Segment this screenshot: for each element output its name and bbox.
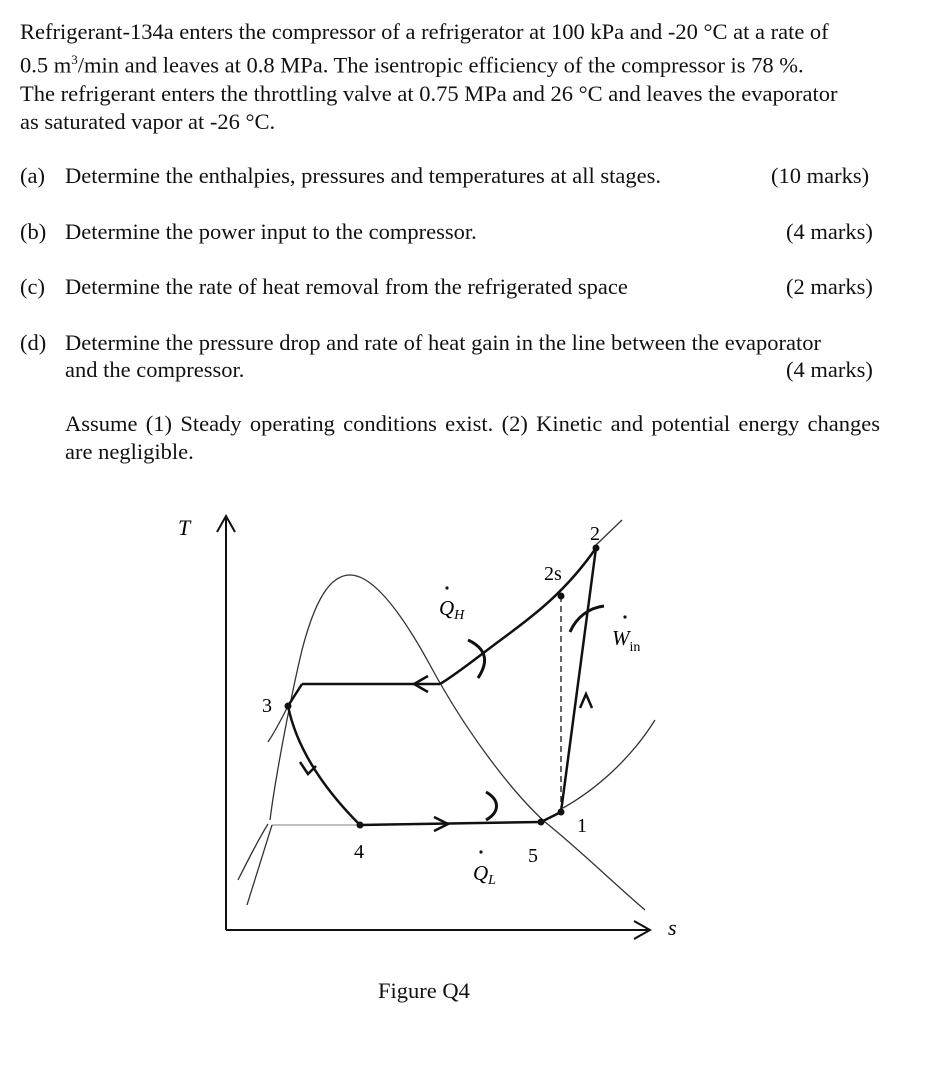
saturation-dome bbox=[270, 575, 645, 910]
qh-symbol: Q bbox=[439, 596, 455, 620]
intro-line-4: as saturated vapor at -26 °C. bbox=[20, 108, 276, 134]
label-state-1: 1 bbox=[577, 815, 587, 837]
intro-line-3: The refrigerant enters the throttling valve at 0.75 MPa and 26 °C and leaves the evaporator bbox=[20, 80, 838, 106]
intro-line-1: Refrigerant-134a enters the compressor of a refrigerator at 100 kPa and -20 °C at a rate of bbox=[20, 19, 829, 44]
t-axis-label: T bbox=[178, 515, 191, 540]
flow-rate-value: 0.5 m bbox=[20, 52, 72, 78]
steep-left-line bbox=[247, 825, 272, 905]
state-point-2 bbox=[593, 545, 600, 552]
label-state-4: 4 bbox=[354, 841, 364, 863]
ql-symbol: Q bbox=[473, 861, 489, 885]
qh-dot bbox=[445, 586, 448, 589]
state-point-3 bbox=[285, 703, 292, 710]
assumptions: Assume (1) Steady operating conditions exist. (2) Kinetic and potential energy changes are negligible. bbox=[65, 411, 880, 464]
question-label: (b) bbox=[20, 219, 47, 244]
question-text: Determine the power input to the compressor. bbox=[65, 219, 477, 244]
throttling-arrow bbox=[300, 762, 316, 774]
flow-rate-exponent: 3 bbox=[71, 52, 78, 67]
question-marks: (4 marks) bbox=[786, 219, 873, 244]
label-state-5: 5 bbox=[528, 845, 538, 867]
state-point-1 bbox=[558, 809, 565, 816]
win-subscript: in bbox=[629, 640, 641, 655]
win-label bbox=[612, 626, 640, 655]
label-state-2: 2 bbox=[590, 523, 600, 545]
qh-subscript: H bbox=[454, 608, 465, 623]
win-symbol: W bbox=[612, 626, 630, 650]
actual-compression bbox=[561, 548, 596, 812]
question-marks: (10 marks) bbox=[771, 163, 870, 188]
question-label: (d) bbox=[20, 330, 47, 355]
superheat-pressure-line bbox=[563, 720, 655, 808]
state-point-5 bbox=[538, 819, 545, 826]
throttling-process bbox=[288, 706, 360, 825]
state-point-4 bbox=[357, 822, 364, 829]
question-label: (a) bbox=[20, 163, 45, 188]
intro-line-2-rest: /min and leaves at 0.8 MPa. The isentropic efficiency of the compressor is 78 %. bbox=[77, 52, 804, 78]
state-point-2s bbox=[558, 593, 565, 600]
label-state-2s: 2s bbox=[544, 563, 562, 585]
figure-caption: Figure Q4 bbox=[378, 978, 470, 1003]
ql-curved-arrow bbox=[486, 792, 497, 820]
question-text: Determine the enthalpies, pressures and temperatures at all stages. bbox=[65, 163, 662, 188]
compression-arrow bbox=[580, 694, 592, 708]
evaporator-process bbox=[360, 822, 541, 825]
question-label: (c) bbox=[20, 274, 45, 299]
ql-subscript: L bbox=[488, 873, 496, 888]
qh-label bbox=[439, 596, 465, 623]
ql-label bbox=[473, 861, 496, 888]
ql-dot bbox=[479, 850, 482, 853]
s-axis-label: s bbox=[668, 915, 677, 940]
question-marks: (2 marks) bbox=[786, 274, 873, 299]
condensed-liquid-vertical bbox=[288, 684, 302, 706]
label-state-3: 3 bbox=[262, 695, 272, 717]
question-text: Determine the rate of heat removal from the refrigerated space bbox=[65, 274, 628, 299]
question-text-continued: and the compressor. bbox=[65, 357, 245, 382]
win-dot bbox=[623, 615, 626, 618]
question-text: Determine the pressure drop and rate of heat gain in the line between the evaporator bbox=[65, 330, 821, 355]
question-marks: (4 marks) bbox=[786, 357, 873, 382]
